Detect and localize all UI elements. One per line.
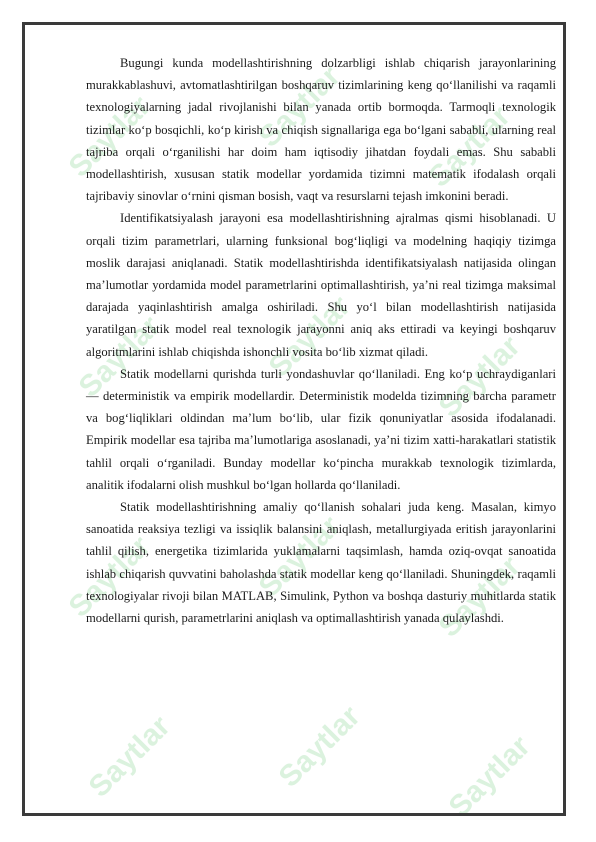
watermark: Saytlar <box>422 99 517 194</box>
watermark: Saytlar <box>62 89 157 184</box>
watermark: Saytlar <box>442 729 537 824</box>
paragraph: Statik modellarni qurishda turli yondashuvlar qo‘llaniladi. Eng ko‘p uchraydiganlari — deterministik va empirik modellardir. Deterministik modelda tizimning barcha parametr va bog‘liqliklari oldindan ma’lum bo‘lib, ular fizik qonuniyatlar asosida ifodalanadi. Empirik modellar esa tajriba ma’lumotlariga asoslanadi, ya’ni tizim xatti-harakatlari statistik tahlil orqali o‘rganiladi. Bunday modellar ko‘pincha murakkab texnologik tizimlarda, analitik ifodalarni olish mushkul bo‘lgan hollarda qo‘llaniladi. <box>86 366 556 492</box>
watermark: Saytlar <box>252 59 347 154</box>
watermark: Saytlar <box>62 529 157 624</box>
document-body <box>86 52 556 629</box>
watermark: Saytlar <box>272 699 367 794</box>
paragraph: Identifikatsiyalash jarayoni esa modellashtirishning ajralmas qismi hisoblanadi. U orqali tizim parametrlari, ularning funksional bog‘liqligi va modelning haqiqiy tizimga moslik darajasi aniqlanadi. Statik modellashtirishda identifikatsiyalash natijasida olingan ma’lumotlar yordamida model parametrlarini optimallashtirish, ya’ni real tizimga maksimal darajada yaqinlashtirish amalga oshiriladi. Shu yo‘l bilan modellashtirish natijasida yaratilgan statik model real texnologik jarayonni aniq aks ettiradi va keyingi boshqaruv algoritmlarini ishlab chiqishda ishonchli vosita bo‘lib xizmat qiladi. <box>86 211 556 359</box>
watermark: Saytlar <box>82 709 177 804</box>
watermark: Saytlar <box>252 509 347 604</box>
watermark: Saytlar <box>432 329 527 424</box>
watermark: Saytlar <box>72 309 167 404</box>
watermark: Saytlar <box>432 549 527 644</box>
paragraph: Bugungi kunda modellashtirishning dolzarbligi ishlab chiqarish jarayonlarining murakkablashuvi, avtomatlashtirilgan boshqaruv tizimlarining keng qo‘llanilishi va raqamli texnologiyalarning jadal rivojlanishi bilan yanada ortib bormoqda. Tarmoqli texnologik tizimlar ko‘p bosqichli, ko‘p kirish va chiqish signallariga ega bo‘lgani sababli, ularning real tajriba orqali o‘rganilishi har doim ham iqtisodiy jihatdan foydali emas. Shu sababli modellashtirish, xususan statik modellar yordamida tizimni matematik ifodalash orqali tajribaviy sinovlar o‘rnini qisman bosish, vaqt va resurslarni tejash imkonini beradi. <box>86 56 556 204</box>
watermark: Saytlar <box>262 289 357 384</box>
paragraph: Statik modellashtirishning amaliy qo‘llanish sohalari juda keng. Masalan, kimyo sanoatida reaksiya tezligi va issiqlik balansini aniqlash, metallurgiyada eritish jarayonlarini tahlil qilish, energetika tizimlarida yuklamalarni taqsimlash, hamda oziq-ovqat sanoatida ishlab chiqarish quvvatini baholashda statik modellar keng qo‘llaniladi. Shuningdek, raqamli texnologiyalar rivoji bilan MATLAB, Simulink, Python va boshqa dasturiy muhitlarda statik modellarni qurish, parametrlarini aniqlash va optimallashtirish yanada qulaylashdi. <box>86 500 556 626</box>
